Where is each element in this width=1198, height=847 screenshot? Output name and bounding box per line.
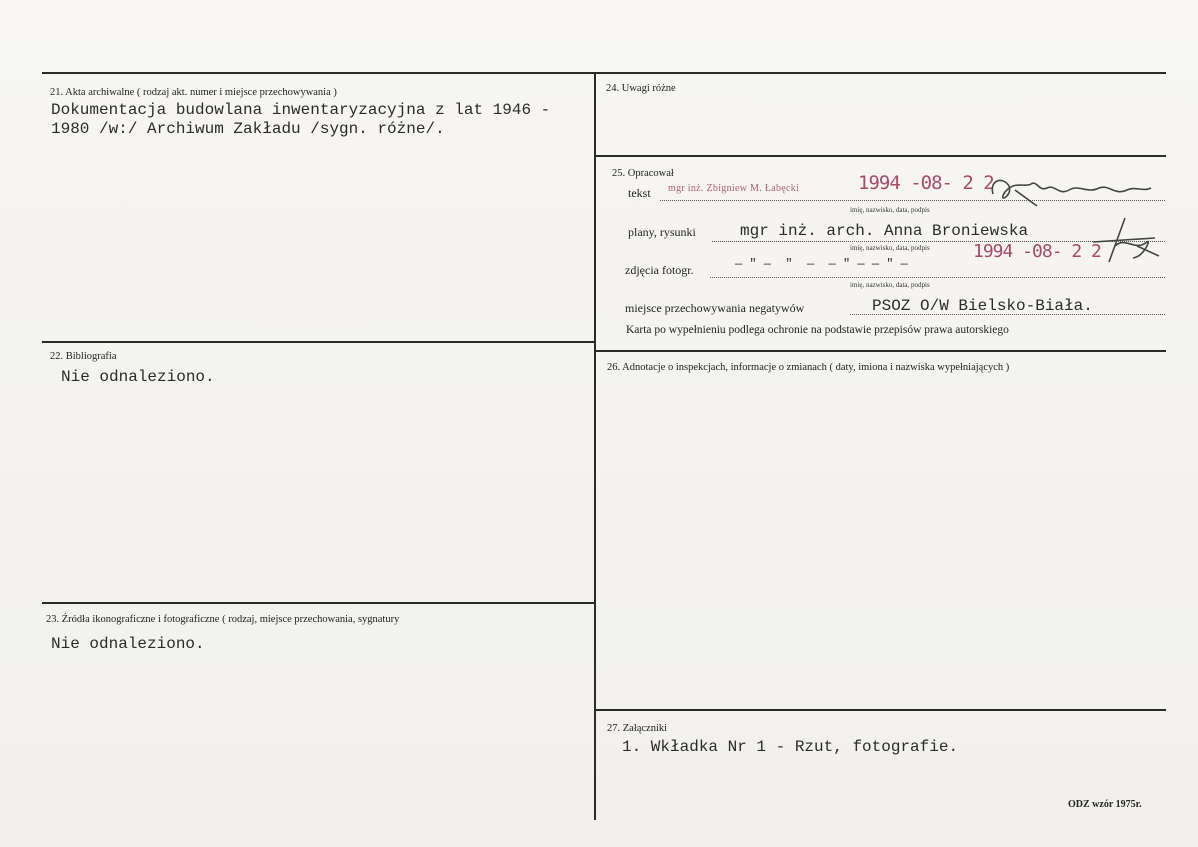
section-22-value: Nie odnaleziono.	[61, 368, 215, 386]
copyright-note: Karta po wypełnieniu podlega ochronie na podstawie przepisów prawa autorskiego	[626, 324, 1009, 336]
section-26-label: 26. Adnotacje o inspekcjach, informacje o zmianach ( daty, imiona i nazwiska wypełniających )	[607, 362, 1010, 373]
caption-plany: imię, nazwisko, data, podpis	[850, 244, 930, 252]
caption-zdjecia: imię, nazwisko, data, podpis	[850, 281, 930, 289]
tekst-stamp-date: 1994 -08- 2 2	[858, 172, 994, 194]
caption-tekst: imię, nazwisko, data, podpis	[850, 206, 930, 214]
signature-plany-image	[1085, 212, 1165, 270]
rule-26-27	[596, 709, 1166, 711]
zdjecia-label: zdjęcia fotogr.	[625, 263, 694, 277]
tekst-label: tekst	[628, 186, 651, 200]
top-rule	[42, 72, 1166, 74]
section-25-label: 25. Opracował	[612, 168, 674, 179]
section-21-line2: 1980 /w:/ Archiwum Zakładu /sygn. różne/.	[51, 120, 445, 138]
section-23-value: Nie odnaleziono.	[51, 635, 205, 653]
section-22-label: 22. Bibliografia	[50, 351, 117, 362]
section-23-label: 23. Źródła ikonograficzne i fotograficzne ( rodzaj, miejsce przechowania, sygnatury	[46, 614, 400, 625]
section-27-value: 1. Wkładka Nr 1 - Rzut, fotografie.	[622, 738, 959, 756]
rule-21-22	[42, 341, 595, 343]
rule-25-26	[596, 350, 1166, 352]
negatywy-value: PSOZ O/W Bielsko-Biała.	[872, 297, 1093, 315]
section-21-line1: Dokumentacja budowlana inwentaryzacyjna z lat 1946 -	[51, 101, 551, 119]
section-27-label: 27. Załączniki	[607, 723, 668, 734]
tekst-stamp-name: mgr inż. Zbigniew M. Łabęcki	[668, 183, 800, 194]
center-divider	[594, 72, 596, 820]
plany-label: plany, rysunki	[628, 225, 696, 239]
form-edition: ODZ wzór 1975r.	[1068, 799, 1142, 810]
rule-24-25	[596, 155, 1166, 157]
rule-22-23	[42, 602, 595, 604]
plany-stamp-date: 1994 -08- 2 2	[973, 241, 1101, 262]
zdjecia-line	[710, 277, 1165, 278]
zdjecia-value: — " — " — — " — — " —	[735, 257, 908, 271]
plany-value: mgr inż. arch. Anna Broniewska	[740, 222, 1029, 240]
negatywy-label: miejsce przechowywania negatywów	[625, 301, 805, 315]
section-24-label: 24. Uwagi różne	[606, 83, 676, 94]
section-21-label: 21. Akta archiwalne ( rodzaj akt. numer i miejsce przechowywania )	[50, 87, 337, 98]
signature-tekst-image	[985, 166, 1160, 216]
